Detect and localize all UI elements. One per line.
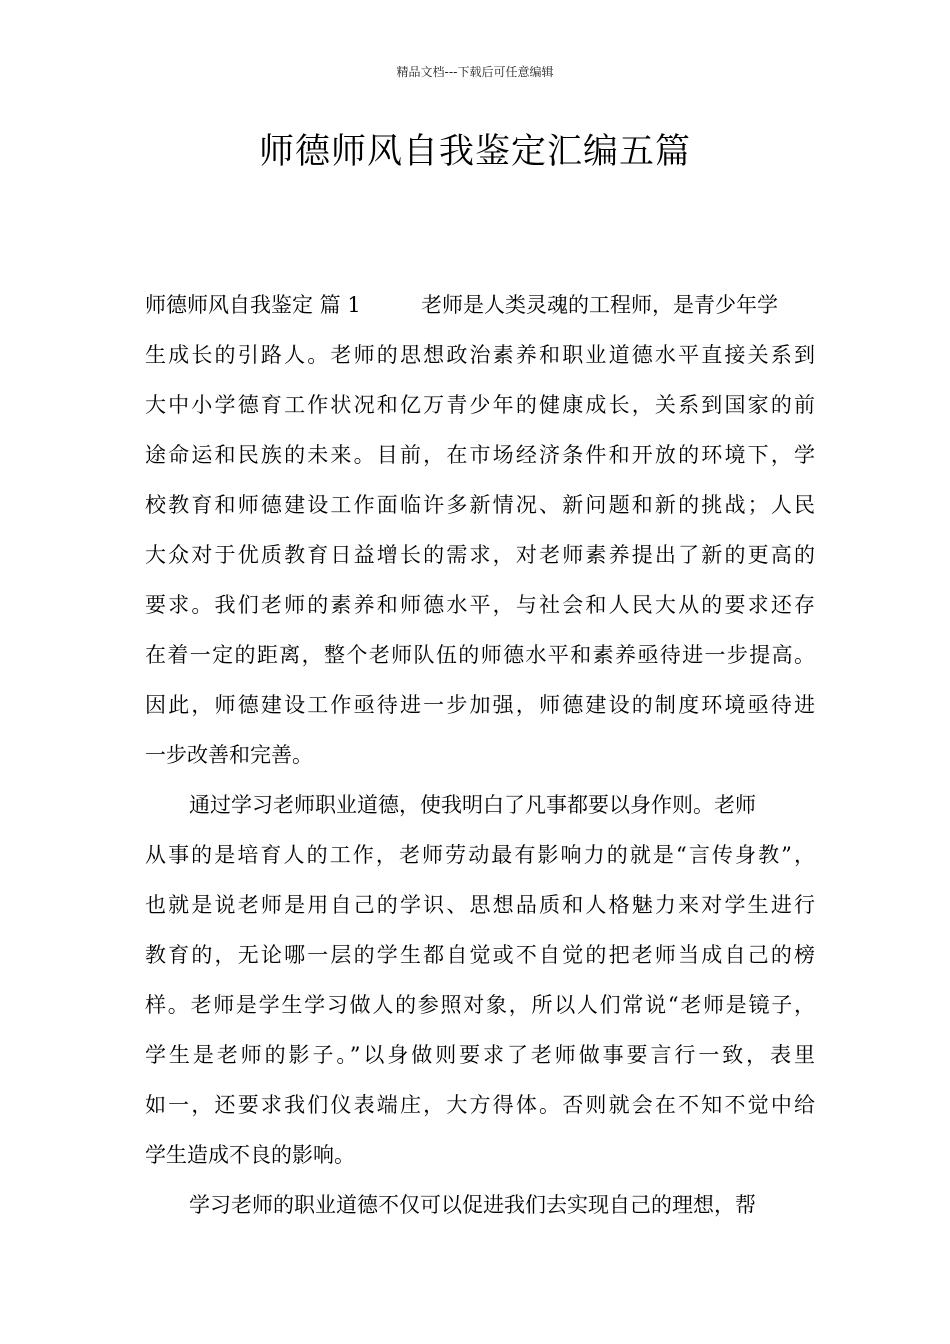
text-line-2: 生成长的引路人。老师的思想政治素养和职业道德水平直接关系到 xyxy=(145,343,815,367)
text-line-11: 通过学习老师职业道德，使我明白了凡事都要以身作则。老师 xyxy=(189,793,756,817)
document-body xyxy=(145,280,815,1230)
text-line-15: 样。老师是学生学习做人的参照对象，所以人们常说“老师是镜子， xyxy=(145,993,815,1017)
page-header-note: 精品文档---下载后可任意编辑 xyxy=(396,65,554,79)
text-line-13: 也就是说老师是用自己的学识、思想品质和人格魅力来对学生进行 xyxy=(145,893,815,917)
text-line-6: 大众对于优质教育日益增长的需求，对老师素养提出了新的更高的 xyxy=(145,543,815,567)
text-line-1 xyxy=(145,280,815,330)
text-line-9: 因此，师德建设工作亟待进一步加强，师德建设的制度环境亟待进 xyxy=(145,693,815,717)
text-line-8: 在着一定的距离，整个老师队伍的师德水平和素养亟待进一步提高。 xyxy=(145,643,815,667)
text-line-12: 从事的是培育人的工作，老师劳动最有影响力的就是“言传身教”， xyxy=(145,843,815,867)
text-line-10: 一步改善和完善。 xyxy=(145,743,313,767)
text-line-19: 学习老师的职业道德不仅可以促进我们去实现自己的理想，帮 xyxy=(189,1193,756,1217)
text-line-14: 教育的，无论哪一层的学生都自觉或不自觉的把老师当成自己的榜 xyxy=(145,943,815,967)
text-line-1-content: 老师是人类灵魂的工程师，是青少年学 xyxy=(421,293,778,317)
text-line-16: 学生是老师的影子。”以身做则要求了老师做事要言行一致，表里 xyxy=(145,1043,815,1067)
text-line-3: 大中小学德育工作状况和亿万青少年的健康成长，关系到国家的前 xyxy=(145,393,815,417)
text-line-18: 学生造成不良的影响。 xyxy=(145,1143,355,1167)
text-line-5: 校教育和师德建设工作面临许多新情况、新问题和新的挑战；人民 xyxy=(145,493,815,517)
text-line-4: 途命运和民族的未来。目前，在市场经济条件和开放的环境下，学 xyxy=(145,443,815,467)
document-title: 师德师风自我鉴定汇编五篇 xyxy=(258,132,691,172)
text-line-7: 要求。我们老师的素养和师德水平，与社会和人民大从的要求还存 xyxy=(145,593,815,617)
text-line-17: 如一，还要求我们仪表端庄，大方得体。否则就会在不知不觉中给 xyxy=(145,1093,815,1117)
section-label: 师德师风自我鉴定 篇 1 xyxy=(145,293,361,317)
